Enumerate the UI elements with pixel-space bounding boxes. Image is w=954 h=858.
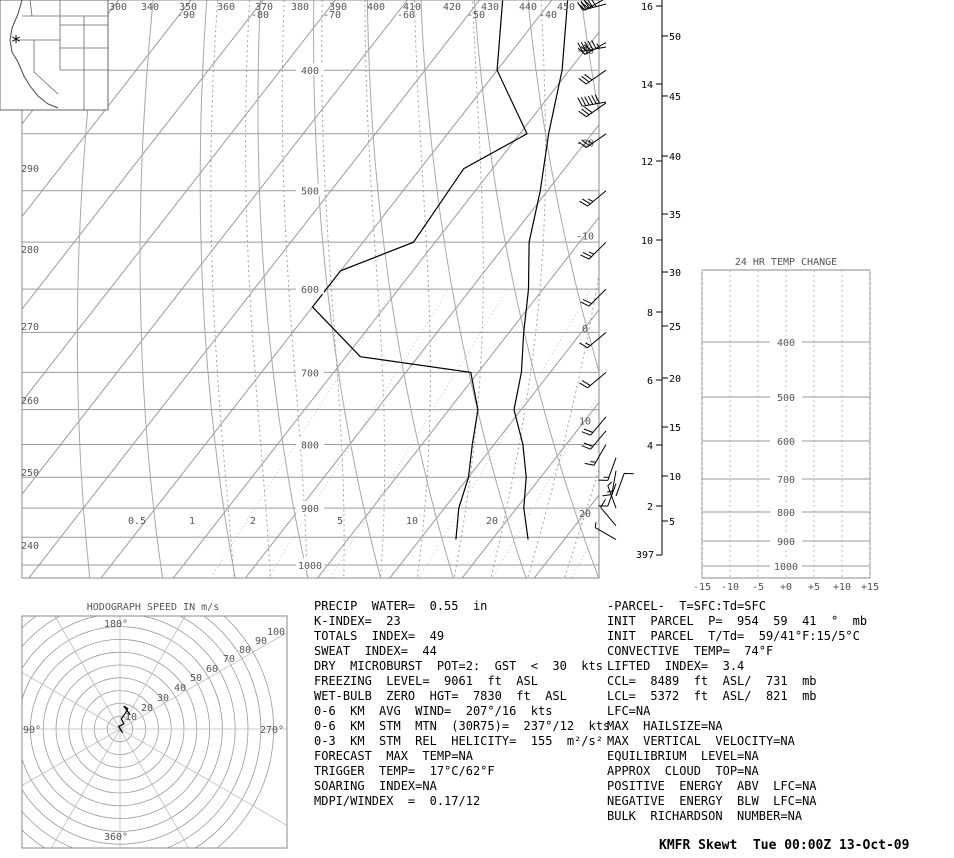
index-line-right: POSITIVE ENERGY ABV LFC=NA (607, 779, 817, 793)
dry-adiabat-line (696, 0, 954, 617)
top-isotherm-label: -40 (538, 10, 558, 21)
isobar-label: 900 (300, 504, 320, 516)
theta-left-label: 260 (20, 396, 40, 407)
theta-label: 300 (108, 2, 128, 13)
top-isotherm-label: -90 (176, 10, 196, 21)
hodograph-spoke (120, 729, 220, 858)
kft-label: 15 (669, 423, 682, 434)
isotherm-label: 10 (578, 416, 592, 428)
theta-label: 360 (216, 2, 236, 13)
theta-label: 450 (556, 2, 576, 13)
hodograph-ring-label: 10 (124, 712, 138, 723)
index-line-left: WET-BULB ZERO HGT= 7830 ft ASL (314, 689, 567, 703)
moist-adiabat-line (322, 0, 346, 591)
map-frame (0, 0, 108, 110)
hodograph-ring-label: 70 (222, 654, 236, 665)
isotherm-line (576, 0, 954, 616)
temp-change-xtick: -15 (692, 582, 712, 593)
theta-left-label: 280 (20, 245, 40, 256)
index-line-right: LCL= 5372 ft ASL/ 821 mb (607, 689, 817, 703)
index-line-left: DRY MICROBURST POT=2: GST < 30 kts (314, 659, 603, 673)
hodograph-ring-label: 80 (238, 645, 252, 656)
theta-label: 340 (140, 2, 160, 13)
height-axis (636, 0, 681, 561)
kft-label: 20 (669, 374, 682, 385)
index-line-right: INIT PARCEL P= 954 59 41 ° mb (607, 614, 868, 628)
isotherm-line (721, 0, 954, 616)
index-line-left: 0-6 KM STM MTN (30R75)= 237°/12 kts (314, 719, 611, 733)
temp-change-xtick: +0 (779, 582, 793, 593)
mixing-ratio-label: 0.5 (127, 516, 147, 527)
top-isotherm-label: -80 (250, 10, 270, 21)
temp-change-level-label: 500 (776, 393, 796, 404)
index-line-left: MDPI/WINDEX = 0.17/12 (314, 794, 481, 808)
moist-adiabat-line (414, 0, 431, 591)
hodograph-dir-top: 180° (103, 619, 129, 630)
theta-label: 350 (178, 2, 198, 13)
hodograph-dir-left: 90° (22, 725, 42, 736)
wind-barb (579, 103, 606, 117)
km-label: 14 (640, 80, 653, 91)
isotherm-label: 20 (578, 508, 592, 520)
mixing-ratio-label: 20 (485, 516, 499, 527)
theta-label: 430 (480, 2, 500, 13)
dry-adiabat-line (817, 0, 954, 617)
mixing-ratio-line (260, 289, 449, 591)
hodograph-ring-label: 20 (140, 703, 154, 714)
temp-change-panel (693, 257, 879, 593)
moist-adiabat-line (365, 0, 385, 591)
moist-adiabat-line (485, 0, 546, 591)
isobar-label: 500 (300, 186, 320, 198)
top-pressure-label: 397 (636, 550, 655, 561)
km-label: 10 (640, 236, 653, 247)
wind-barb (581, 242, 607, 259)
isobar-label: 700 (300, 368, 320, 380)
kft-label: 25 (669, 322, 682, 333)
kft-label: 35 (669, 210, 682, 221)
mixing-ratio-label: 1 (188, 516, 196, 527)
hodograph-dir-bottom: 360° (103, 832, 129, 843)
temp-change-xtick: +5 (807, 582, 821, 593)
hodograph-spoke (120, 729, 293, 829)
hodograph-spoke (0, 629, 120, 729)
moist-adiabat-line (668, 0, 954, 591)
isotherm-line (360, 0, 954, 616)
moist-adiabat-line (246, 0, 284, 591)
dry-adiabat-line (734, 0, 954, 617)
dry-adiabat-line (200, 0, 420, 617)
theta-label: 420 (442, 2, 462, 13)
kft-label: 30 (669, 268, 682, 279)
temp-change-xtick: -10 (720, 582, 740, 593)
temp-change-level-label: 400 (776, 338, 796, 349)
temp-change-level-label: 800 (776, 508, 796, 519)
index-line-left: PRECIP WATER= 0.55 in (314, 599, 488, 613)
hodograph-dir-right: 270° (259, 725, 285, 736)
index-line-left: SWEAT INDEX= 44 (314, 644, 437, 658)
kft-label: 50 (669, 32, 682, 43)
locator-map (0, 0, 108, 110)
temp-change-level-label: 1000 (773, 562, 799, 573)
wind-barbs (575, 0, 634, 540)
km-label: 8 (646, 308, 653, 319)
index-line-left: K-INDEX= 23 (314, 614, 401, 628)
index-line-right: LIFTED INDEX= 3.4 (607, 659, 745, 673)
moist-adiabat-line (632, 0, 939, 591)
moist-adiabat-line (560, 0, 713, 591)
theta-left-label: 240 (20, 541, 40, 552)
top-isotherm-label: -70 (322, 10, 342, 21)
wind-barb (598, 458, 616, 481)
theta-left-label: 250 (20, 468, 40, 479)
top-isotherm-label: -60 (396, 10, 416, 21)
theta-left-label: 290 (20, 164, 40, 175)
km-label: 4 (646, 441, 653, 452)
mixing-ratio-label: 2 (249, 516, 257, 527)
km-label: 12 (640, 157, 653, 168)
index-line-left: TOTALS INDEX= 49 (314, 629, 445, 643)
isotherm-line (793, 0, 954, 616)
dry-adiabat-line (929, 0, 954, 617)
index-line-right: APPROX CLOUD TOP=NA (607, 764, 759, 778)
index-line-left: TRIGGER TEMP= 17°C/62°F (314, 764, 495, 778)
hodograph-ring-label: 30 (156, 693, 170, 704)
theta-label: 410 (402, 2, 422, 13)
hodograph-spoke (120, 556, 220, 729)
mixing-ratio-label: 10 (405, 516, 419, 527)
hodograph-ring-label: 90 (254, 636, 268, 647)
dry-adiabat-line (778, 0, 954, 617)
temp-change-level-label: 900 (776, 537, 796, 548)
index-line-right: EQUILIBRIUM LEVEL=NA (607, 749, 759, 763)
temp-change-title: 24 HR TEMP CHANGE (734, 257, 838, 268)
temp-change-xtick: +10 (832, 582, 852, 593)
isobar-label: 800 (300, 440, 320, 452)
isotherm-line (215, 0, 954, 616)
index-line-right: CONVECTIVE TEMP= 74°F (607, 644, 774, 658)
hodograph-spoke (120, 629, 293, 729)
theta-label: 440 (518, 2, 538, 13)
wind-barb (578, 95, 606, 106)
index-line-left: FREEZING LEVEL= 9061 ft ASL (314, 674, 538, 688)
index-line-left: FORECAST MAX TEMP=NA (314, 749, 473, 763)
index-line-left: 0-3 KM STM REL HELICITY= 155 m²/s² (314, 734, 603, 748)
theta-label: 380 (290, 2, 310, 13)
index-line-right: -PARCEL- T=SFC:Td=SFC (607, 599, 766, 613)
hodograph-ring-label: 50 (189, 673, 203, 684)
isotherm-line (140, 0, 954, 616)
dry-adiabat-line (140, 0, 388, 617)
isobar-label: 1000 (297, 561, 323, 572)
index-line-right: NEGATIVE ENERGY BLW LFC=NA (607, 794, 817, 808)
index-line-right: BULK RICHARDSON NUMBER=NA (607, 809, 803, 823)
km-label: 2 (646, 502, 653, 513)
kft-label: 10 (669, 472, 682, 483)
isobar-label: 400 (300, 66, 320, 78)
hodograph-ring-label: 100 (266, 627, 286, 638)
isotherm-label: -30 (575, 46, 595, 58)
theta-left-label: 270 (20, 322, 40, 333)
hodograph-spoke (0, 729, 120, 829)
theta-label: 400 (366, 2, 386, 13)
hodograph-ring-label: 60 (205, 664, 219, 675)
wind-barb (580, 191, 607, 206)
wind-barb (580, 372, 607, 387)
km-label: 6 (646, 376, 653, 387)
temp-change-level-label: 600 (776, 437, 796, 448)
moist-adiabat-line (452, 0, 484, 591)
hodograph-ring-label: 40 (173, 683, 187, 694)
dry-adiabat-line (653, 0, 910, 617)
moist-adiabat-line (596, 0, 826, 591)
isotherm-label: -10 (575, 231, 595, 243)
isotherm-label: -20 (575, 138, 595, 150)
kft-label: 45 (669, 92, 682, 103)
wind-barb (616, 473, 634, 496)
moist-adiabat-line (704, 0, 954, 591)
isotherm-line (288, 0, 954, 616)
temp-change-level-label: 700 (776, 475, 796, 486)
wind-barb (581, 289, 607, 306)
temp-change-xtick: -5 (751, 582, 765, 593)
temp-change-xtick: +15 (860, 582, 880, 593)
indices-left (314, 599, 610, 809)
indices-right (607, 599, 867, 824)
isotherm-line (432, 0, 954, 616)
hodograph-spoke (20, 556, 120, 729)
kft-label: 5 (669, 517, 676, 528)
index-line-left: 0-6 KM AVG WIND= 207°/16 kts (314, 704, 553, 718)
dry-adiabat-line (893, 0, 954, 617)
mixing-ratio-label: 5 (336, 516, 344, 527)
index-line-right: LFC=NA (607, 704, 651, 718)
kft-label: 40 (669, 152, 682, 163)
index-line-right: MAX HAILSIZE=NA (607, 719, 723, 733)
theta-label: 370 (254, 2, 274, 13)
index-line-left: SOARING INDEX=NA (314, 779, 437, 793)
mixing-ratio-line (485, 289, 660, 591)
isobar-label: 600 (300, 285, 320, 297)
dry-adiabat-line (609, 0, 836, 617)
index-line-right: MAX VERTICAL VELOCITY=NA (607, 734, 795, 748)
isotherm-line (504, 0, 954, 616)
station-marker: * (10, 32, 22, 53)
isotherm-label: 0 (581, 323, 589, 335)
index-line-right: INIT PARCEL T/Td= 59/41°F:15/5°C (607, 629, 860, 643)
theta-label: 390 (328, 2, 348, 13)
footer-title: KMFR Skewt Tue 00:00Z 13-Oct-09 (659, 838, 910, 853)
top-isotherm-label: -50 (466, 10, 486, 21)
hodograph-title: HODOGRAPH SPEED IN m/s (86, 602, 220, 613)
index-line-right: CCL= 8489 ft ASL/ 731 mb (607, 674, 817, 688)
wind-barb (602, 471, 616, 496)
km-label: 16 (640, 2, 653, 13)
